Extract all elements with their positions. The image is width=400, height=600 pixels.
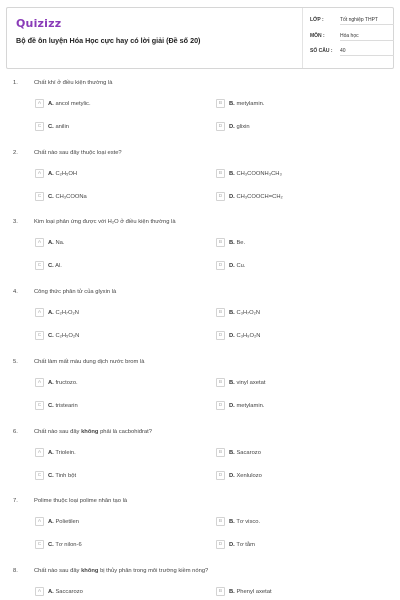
answer-option-a[interactable] (35, 377, 78, 388)
answer-text (229, 450, 261, 456)
answer-letter-box[interactable]: C (35, 331, 44, 340)
answer-value: Triolein. (55, 449, 76, 456)
answer-key: B. (229, 379, 235, 386)
answer-option-d[interactable] (216, 400, 264, 411)
answer-text (229, 519, 260, 525)
answer-option-b[interactable] (216, 98, 264, 109)
answer-text (48, 194, 87, 200)
question-text-part: Chất nào sau đây (34, 429, 82, 435)
answer-letter-box[interactable]: B (216, 378, 225, 387)
meta-count-row (310, 48, 394, 56)
meta-class-row (310, 17, 394, 25)
answer-option-b[interactable] (216, 586, 272, 597)
answer-text (229, 240, 245, 246)
answer-text (48, 101, 91, 107)
answer-option-d[interactable] (216, 470, 262, 481)
answer-key: A. (48, 588, 54, 595)
answer-text (48, 450, 76, 456)
answer-letter-box[interactable]: C (35, 122, 44, 131)
question-number: 6. (13, 429, 18, 435)
question-text (34, 359, 144, 365)
answer-text (48, 333, 79, 339)
answer-key: C. (48, 193, 54, 200)
answer-option-a[interactable] (35, 98, 91, 109)
answer-value: Sacarozo (236, 449, 261, 456)
answer-value: C₂H₅O₂N (55, 332, 80, 339)
answer-key: A. (48, 100, 54, 107)
question-text-emphasis: không (81, 429, 99, 435)
answer-text (48, 171, 77, 177)
answer-letter-box[interactable]: D (216, 192, 225, 201)
answer-text (48, 310, 79, 316)
answer-value: Na. (55, 239, 65, 246)
answer-key: D. (229, 193, 235, 200)
answer-option-c[interactable] (35, 470, 76, 481)
answer-text (48, 519, 79, 525)
question-number: 4. (13, 289, 18, 295)
meta-class-label: LỚP : (310, 17, 324, 23)
answer-value: tristearin (55, 402, 78, 409)
answer-option-c[interactable] (35, 539, 82, 550)
answer-value: anilin (55, 123, 69, 130)
question-text (34, 498, 127, 504)
answer-value: Tơ nilon-6 (55, 541, 82, 548)
answer-value: glixin (236, 123, 250, 130)
answer-value: Tơ visco. (236, 518, 261, 525)
meta-count-value: 40 (340, 48, 394, 56)
meta-subject-value: Hóa học (340, 33, 394, 41)
answer-text (229, 171, 282, 177)
answer-text (229, 589, 272, 595)
question-text-part: bị thủy phân trong môi trường kiềm nóng? (98, 568, 209, 574)
question-text-part: Chất nào sau đây (34, 568, 82, 574)
answer-key: B. (229, 239, 235, 246)
answer-value: CH₃COONH₃CH₃ (236, 170, 282, 177)
worksheet-header (6, 7, 394, 69)
answer-key: A. (48, 449, 54, 456)
answer-key: A. (48, 170, 54, 177)
answer-text (48, 473, 76, 479)
question-number: 2. (13, 150, 18, 156)
answer-text (229, 473, 262, 479)
answer-option-d[interactable] (216, 539, 255, 550)
answer-key: A. (48, 518, 54, 525)
meta-subject-label: MÔN : (310, 33, 325, 39)
answer-value: fructozo. (55, 379, 78, 386)
question-number: 8. (13, 568, 18, 574)
answer-value: C₂H₅OH (55, 170, 78, 177)
answer-value: Tinh bột (55, 472, 77, 479)
answer-letter-box[interactable]: D (216, 122, 225, 131)
answer-text (48, 380, 78, 386)
question-text (34, 429, 152, 435)
answer-key: D. (229, 332, 235, 339)
quizizz-logo: Quizizz (16, 17, 62, 30)
question-text-part: Polime thuộc loại polime nhân tạo là (34, 498, 128, 504)
answer-option-a[interactable] (35, 307, 79, 318)
answer-letter-box[interactable]: A (35, 448, 44, 457)
answer-key: B. (229, 518, 235, 525)
answer-letter-box[interactable]: B (216, 308, 225, 317)
answer-text (229, 403, 264, 409)
answer-key: A. (48, 379, 54, 386)
answer-option-d[interactable] (216, 121, 250, 132)
answer-letter-box[interactable]: D (216, 331, 225, 340)
question-text-part: Kim loại phản ứng được với H₂O ở điều kiện thường là (34, 219, 176, 225)
answer-key: C. (48, 262, 54, 269)
answer-letter-box[interactable]: A (35, 378, 44, 387)
answer-key: D. (229, 541, 235, 548)
answer-value: Saccarozo (55, 588, 83, 595)
answer-letter-box[interactable]: A (35, 238, 44, 247)
question-text (34, 80, 113, 86)
answer-text (229, 101, 264, 107)
answer-letter-box[interactable]: D (216, 401, 225, 410)
answer-option-b[interactable] (216, 307, 260, 318)
answer-letter-box[interactable]: C (35, 540, 44, 549)
answer-value: metylamin. (236, 402, 265, 409)
answer-letter-box[interactable]: C (35, 471, 44, 480)
answer-key: C. (48, 332, 54, 339)
answer-letter-box[interactable]: A (35, 169, 44, 178)
answer-key: B. (229, 449, 235, 456)
answer-letter-box[interactable]: C (35, 401, 44, 410)
answer-key: D. (229, 402, 235, 409)
answer-value: CH₃COONa (55, 193, 87, 200)
answer-key: D. (229, 262, 235, 269)
answer-text (48, 124, 69, 130)
answer-text (229, 542, 255, 548)
answer-letter-box[interactable]: B (216, 587, 225, 596)
answer-key: B. (229, 309, 235, 316)
answer-key: C. (48, 541, 54, 548)
answer-option-c[interactable] (35, 191, 87, 202)
answer-option-a[interactable] (35, 237, 64, 248)
answer-letter-box[interactable]: C (35, 261, 44, 270)
answer-option-d[interactable] (216, 260, 245, 271)
answer-letter-box[interactable]: C (35, 192, 44, 201)
answer-key: C. (48, 472, 54, 479)
answer-option-a[interactable] (35, 447, 76, 458)
answer-text (229, 333, 260, 339)
answer-option-b[interactable] (216, 516, 260, 527)
meta-count-label: SỐ CÂU : (310, 48, 333, 54)
answer-option-c[interactable] (35, 330, 79, 341)
answer-letter-box[interactable]: B (216, 448, 225, 457)
question-number: 3. (13, 219, 18, 225)
answer-key: B. (229, 588, 235, 595)
answer-letter-box[interactable]: A (35, 308, 44, 317)
answer-letter-box[interactable]: A (35, 587, 44, 596)
answer-text (48, 263, 62, 269)
answer-letter-box[interactable]: D (216, 261, 225, 270)
question-number: 1. (13, 80, 18, 86)
answer-text (48, 240, 64, 246)
worksheet-title: Bộ đề ôn luyện Hóa Học cực hay có lời giải (Đề số 20) (16, 36, 201, 45)
answer-option-d[interactable] (216, 191, 283, 202)
question-text (34, 150, 122, 156)
answer-option-c[interactable] (35, 400, 78, 411)
answer-letter-box[interactable]: B (216, 238, 225, 247)
question-text (34, 289, 116, 295)
answer-key: D. (229, 123, 235, 130)
answer-key: A. (48, 239, 54, 246)
answer-value: Tơ tằm (236, 541, 255, 548)
answer-value: CH₃COOCH=CH₂ (236, 193, 283, 200)
answer-letter-box[interactable]: B (216, 99, 225, 108)
answer-key: D. (229, 472, 235, 479)
question-text-emphasis: không (81, 568, 99, 574)
answer-option-b[interactable] (216, 377, 265, 388)
answer-value: C₃H₇O₂N (236, 309, 261, 316)
header-divider (302, 8, 303, 68)
answer-letter-box[interactable]: A (35, 517, 44, 526)
answer-value: C₃H₉O₂N (236, 332, 261, 339)
meta-class-value: Tốt nghiệp THPT (340, 17, 394, 25)
answer-letter-box[interactable]: D (216, 540, 225, 549)
answer-option-b[interactable] (216, 447, 261, 458)
question-text-part: phải là cacbohiđrat? (98, 429, 152, 435)
answer-value: C₂H₇O₂N (55, 309, 79, 316)
answer-value: Cu. (236, 262, 246, 269)
answer-letter-box[interactable]: B (216, 517, 225, 526)
answer-value: Phenyl axetat (236, 588, 272, 595)
answer-text (229, 380, 265, 386)
answer-value: Polietilen (55, 518, 79, 525)
answer-value: metylamin. (236, 100, 265, 107)
answer-text (48, 589, 83, 595)
answer-key: C. (48, 123, 54, 130)
meta-subject-row (310, 33, 394, 41)
answer-option-a[interactable] (35, 586, 83, 597)
answer-text (48, 403, 78, 409)
question-text (34, 219, 176, 225)
question-text-part: Chất khí ở điều kiện thường là (34, 80, 113, 86)
question-text-part: Chất làm mất màu dung dịch nước brom là (34, 359, 145, 365)
answer-key: B. (229, 100, 235, 107)
answer-option-a[interactable] (35, 516, 79, 527)
answer-option-d[interactable] (216, 330, 260, 341)
answer-text (229, 263, 245, 269)
answer-value: ancol metylic. (55, 100, 91, 107)
answer-option-a[interactable] (35, 168, 77, 179)
answer-text (48, 542, 82, 548)
answer-letter-box[interactable]: A (35, 99, 44, 108)
question-text-part: Chất nào sau đây thuộc loại este? (34, 150, 122, 156)
question-number: 5. (13, 359, 18, 365)
answer-key: C. (48, 402, 54, 409)
answer-value: Al. (55, 262, 62, 269)
answer-value: Xenlulozo (236, 472, 262, 479)
answer-letter-box[interactable]: B (216, 169, 225, 178)
answer-text (229, 310, 260, 316)
answer-letter-box[interactable]: D (216, 471, 225, 480)
answer-option-c[interactable] (35, 121, 69, 132)
answer-key: A. (48, 309, 54, 316)
answer-value: Be. (236, 239, 246, 246)
answer-option-c[interactable] (35, 260, 62, 271)
answer-option-b[interactable] (216, 237, 245, 248)
answer-value: vinyl axetat (236, 379, 266, 386)
question-text-part: Công thức phân tử của glyxin là (34, 289, 117, 295)
answer-option-b[interactable] (216, 168, 282, 179)
question-text (34, 568, 208, 574)
answer-key: B. (229, 170, 235, 177)
answer-text (229, 194, 283, 200)
question-number: 7. (13, 498, 18, 504)
answer-text (229, 124, 250, 130)
